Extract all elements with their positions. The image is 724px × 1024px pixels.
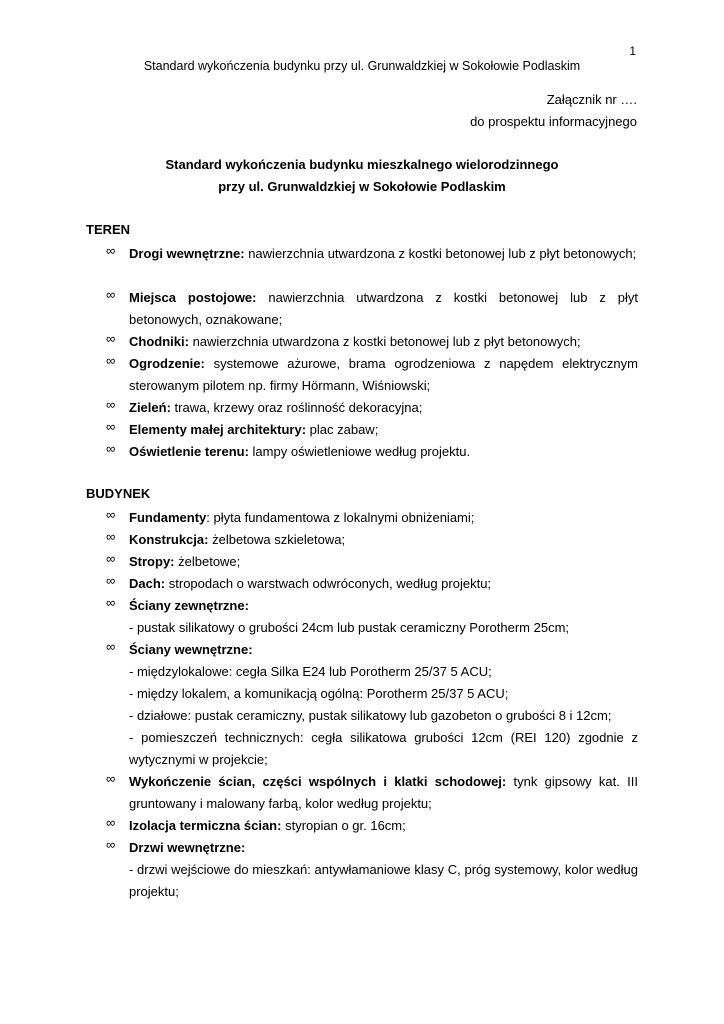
item-description: : płyta fundamentowa z lokalnymi obniżeniami; bbox=[206, 510, 475, 525]
infinity-bullet-icon: ∞ bbox=[106, 419, 116, 434]
list-item-text bbox=[129, 507, 638, 529]
infinity-bullet-icon: ∞ bbox=[106, 507, 116, 522]
item-label: Oświetlenie terenu: bbox=[129, 444, 249, 459]
item-label: Elementy małej architektury: bbox=[129, 422, 307, 437]
item-description: systemowe ażurowe, brama ogrodzeniowa z napędem elektrycznym sterowanym pilotem np. firmy Hörmann, Wiśniowski; bbox=[129, 356, 638, 393]
infinity-bullet-icon: ∞ bbox=[106, 353, 116, 368]
infinity-bullet-icon: ∞ bbox=[106, 815, 116, 830]
item-description: żelbetowa szkieletowa; bbox=[212, 532, 346, 547]
running-header: Standard wykończenia budynku przy ul. Grunwaldzkiej w Sokołowie Podlaskim bbox=[143, 59, 581, 73]
infinity-bullet-icon: ∞ bbox=[106, 551, 116, 566]
sub-item: - między lokalem, a komunikacją ogólną: Porotherm 25/37 5 ACU; bbox=[129, 686, 509, 701]
item-description: plac zabaw; bbox=[309, 422, 379, 437]
item-description: trawa, krzewy oraz roślinność dekoracyjna; bbox=[174, 400, 423, 415]
infinity-bullet-icon: ∞ bbox=[106, 441, 116, 456]
item-label: Zieleń: bbox=[129, 400, 171, 415]
infinity-bullet-icon: ∞ bbox=[106, 243, 116, 258]
list-item-text bbox=[129, 573, 638, 595]
annex-number: Załącznik nr …. bbox=[546, 92, 637, 107]
infinity-bullet-icon: ∞ bbox=[106, 771, 116, 786]
list-item-text bbox=[129, 595, 638, 617]
item-label: Wykończenie ścian, części wspólnych i klatki schodowej: bbox=[129, 774, 507, 789]
list-item-text bbox=[129, 639, 638, 661]
infinity-bullet-icon: ∞ bbox=[106, 837, 116, 852]
list-item-text bbox=[129, 441, 638, 463]
item-label: Miejsca postojowe: bbox=[129, 290, 257, 305]
item-label: Konstrukcja: bbox=[129, 532, 209, 547]
document-title-line2: przy ul. Grunwaldzkiej w Sokołowie Podlaskim bbox=[218, 179, 506, 194]
item-description: tynk gipsowy kat. III gruntowany i malowany farbą, kolor według projektu; bbox=[129, 774, 638, 811]
section-heading-budynek: BUDYNEK bbox=[86, 486, 151, 501]
infinity-bullet-icon: ∞ bbox=[106, 573, 116, 588]
item-label: Stropy: bbox=[129, 554, 175, 569]
item-description: styropian o gr. 16cm; bbox=[285, 818, 406, 833]
item-description: nawierzchnia utwardzona z kostki betonowej lub z płyt betonowych; bbox=[248, 246, 637, 261]
item-label: Drogi wewnętrzne: bbox=[129, 246, 245, 261]
item-label: Ściany wewnętrzne: bbox=[129, 642, 253, 657]
list-item-text bbox=[129, 529, 638, 551]
sub-item: - pomieszczeń technicznych: cegła silikatowa grubości 12cm (REI 120) zgodnie z wytycznymi w projekcie; bbox=[129, 730, 638, 767]
item-label: Dach: bbox=[129, 576, 166, 591]
list-item-text bbox=[129, 419, 638, 441]
item-description: lampy oświetleniowe według projektu. bbox=[252, 444, 471, 459]
infinity-bullet-icon: ∞ bbox=[106, 331, 116, 346]
list-item-text bbox=[129, 397, 638, 419]
item-description: stropodach o warstwach odwróconych, według projektu; bbox=[168, 576, 492, 591]
infinity-bullet-icon: ∞ bbox=[106, 639, 116, 654]
page-number: 1 bbox=[629, 44, 636, 58]
item-description: żelbetowe; bbox=[178, 554, 241, 569]
item-label: Ogrodzenie: bbox=[129, 356, 205, 371]
list-item-text bbox=[129, 815, 638, 837]
infinity-bullet-icon: ∞ bbox=[106, 595, 116, 610]
infinity-bullet-icon: ∞ bbox=[106, 287, 116, 302]
list-item-text bbox=[129, 331, 638, 353]
item-label: Chodniki: bbox=[129, 334, 189, 349]
item-description: nawierzchnia utwardzona z kostki betonowej lub z płyt betonowych; bbox=[192, 334, 581, 349]
annex-description: do prospektu informacyjnego bbox=[470, 114, 637, 129]
list-item-text bbox=[129, 551, 638, 573]
sub-item: - pustak silikatowy o grubości 24cm lub pustak ceramiczny Porotherm 25cm; bbox=[129, 620, 570, 635]
sub-item: - działowe: pustak ceramiczny, pustak silikatowy lub gazobeton o grubości 8 i 12cm; bbox=[129, 708, 612, 723]
sub-item: - międzylokalowe: cegła Silka E24 lub Porotherm 25/37 5 ACU; bbox=[129, 664, 492, 679]
infinity-bullet-icon: ∞ bbox=[106, 529, 116, 544]
list-item-text bbox=[129, 243, 638, 265]
infinity-bullet-icon: ∞ bbox=[106, 397, 116, 412]
sub-item: - drzwi wejściowe do mieszkań: antywłamaniowe klasy C, próg systemowy, kolor według projektu; bbox=[129, 862, 638, 899]
item-label: Fundamenty bbox=[129, 510, 207, 525]
section-heading-teren: TEREN bbox=[86, 222, 131, 237]
item-description: nawierzchnia utwardzona z kostki betonowej lub z płyt betonowych, oznakowane; bbox=[129, 290, 638, 327]
list-item-text bbox=[129, 771, 638, 815]
document-title-line1: Standard wykończenia budynku mieszkalnego wielorodzinnego bbox=[165, 157, 559, 172]
item-label: Izolacja termiczna ścian: bbox=[129, 818, 282, 833]
list-item-text bbox=[129, 353, 638, 397]
item-label: Drzwi wewnętrzne: bbox=[129, 840, 246, 855]
item-label: Ściany zewnętrzne: bbox=[129, 598, 249, 613]
list-item-text bbox=[129, 837, 638, 859]
list-item-text bbox=[129, 287, 638, 331]
